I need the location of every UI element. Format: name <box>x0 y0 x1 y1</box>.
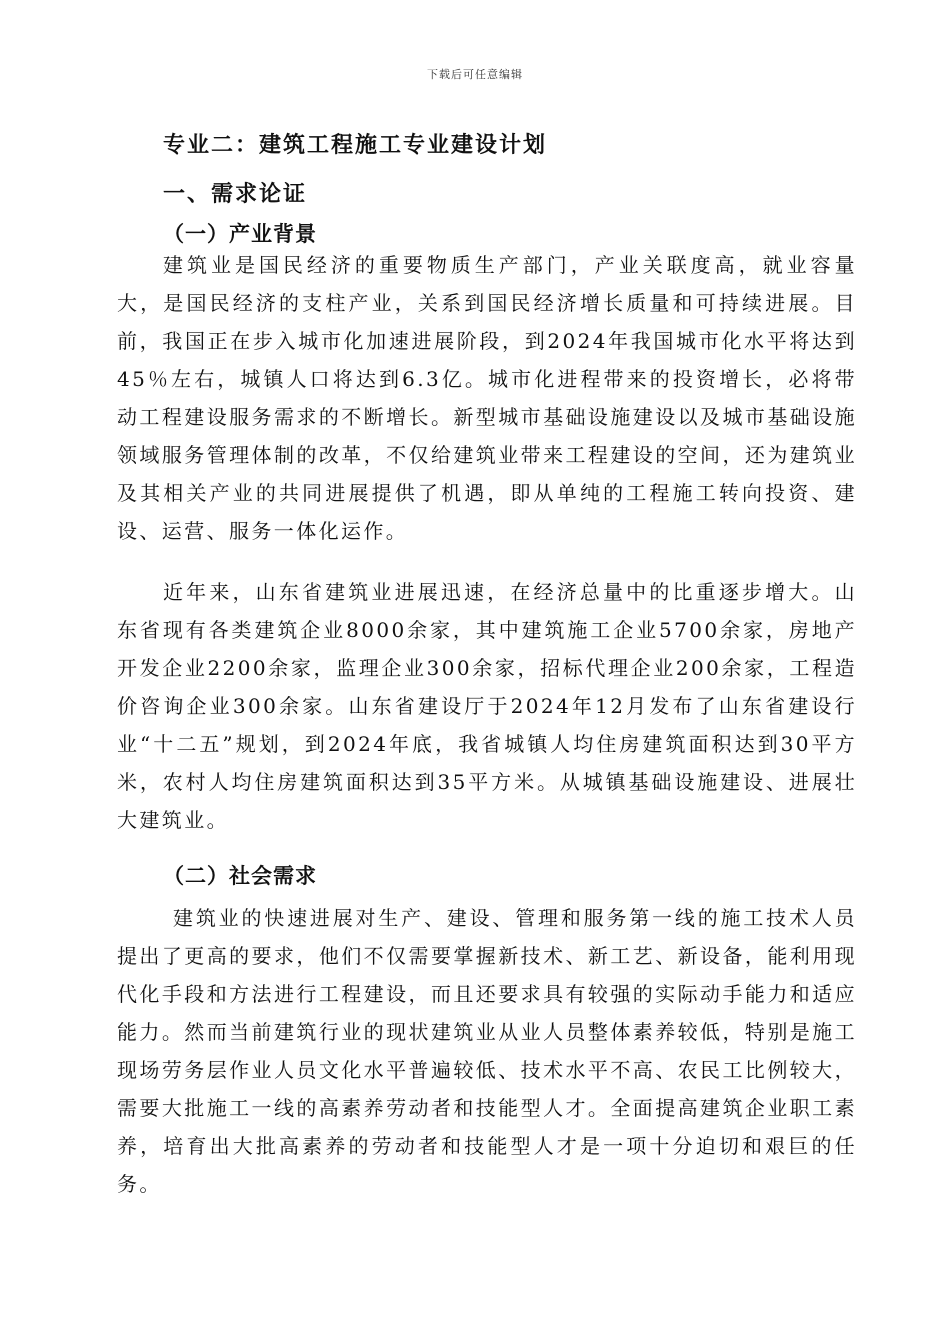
document-title: 专业二：建筑工程施工专业建设计划 <box>163 132 548 158</box>
paragraph-social-demand-1: 建筑业的快速进展对生产、建设、管理和服务第一线的施工技术人员提出了更高的要求，他们不仅需要掌握新技术、新工艺、新设备，能利用现代化手段和方法进行工程建设，而且还要求具有较强的实际动手能力和适应能力。然而当前建筑行业的现状建筑业从业人员整体素养较低，特别是施工现场劳务层作业人员文化水平普遍较低、技术水平不高、农民工比例较大，需要大批施工一线的高素养劳动者和技能型人才。全面提高建筑企业职工素养，培育出大批高素养的劳动者和技能型人才是一项十分迫切和艰巨的任务。 <box>117 906 857 1196</box>
subsection-heading-industry-background: （一）产业背景 <box>163 221 317 246</box>
paragraph-industry-background-2: 近年来，山东省建筑业进展迅速，在经济总量中的比重逐步增大。山东省现有各类建筑企业8000余家，其中建筑施工企业5700余家，房地产开发企业2200余家，监理企业300余家，招标代理企业200余家，工程造价咨询企业300余家。山东省建设厅于2024年12月发布了山东省建设行业“十二五”规划，到2024年底，我省城镇人均住房建筑面积达到30平方米，农村人均住房建筑面积达到35平方米。从城镇基础设施建设、进展壮大建筑业。 <box>117 580 857 832</box>
paragraph-industry-background-1: 建筑业是国民经济的重要物质生产部门，产业关联度高，就业容量大，是国民经济的支柱产业，关系到国民经济增长质量和可持续进展。目前，我国正在步入城市化加速进展阶段，到2024年我国城市化水平将达到45％左右，城镇人口将达到6.3亿。城市化进程带来的投资增长，必将带动工程建设服务需求的不断增长。新型城市基础设施建设以及城市基础设施领域服务管理体制的改革，不仅给建筑业带来工程建设的空间，还为建筑业及其相关产业的共同进展提供了机遇，即从单纯的工程施工转向投资、建设、运营、服务一体化运作。 <box>117 253 857 543</box>
page-header-note: 下载后可任意编辑 <box>427 68 523 81</box>
section-heading-demand-analysis: 一、需求论证 <box>163 181 308 207</box>
subsection-heading-social-demand: （二）社会需求 <box>163 863 317 888</box>
